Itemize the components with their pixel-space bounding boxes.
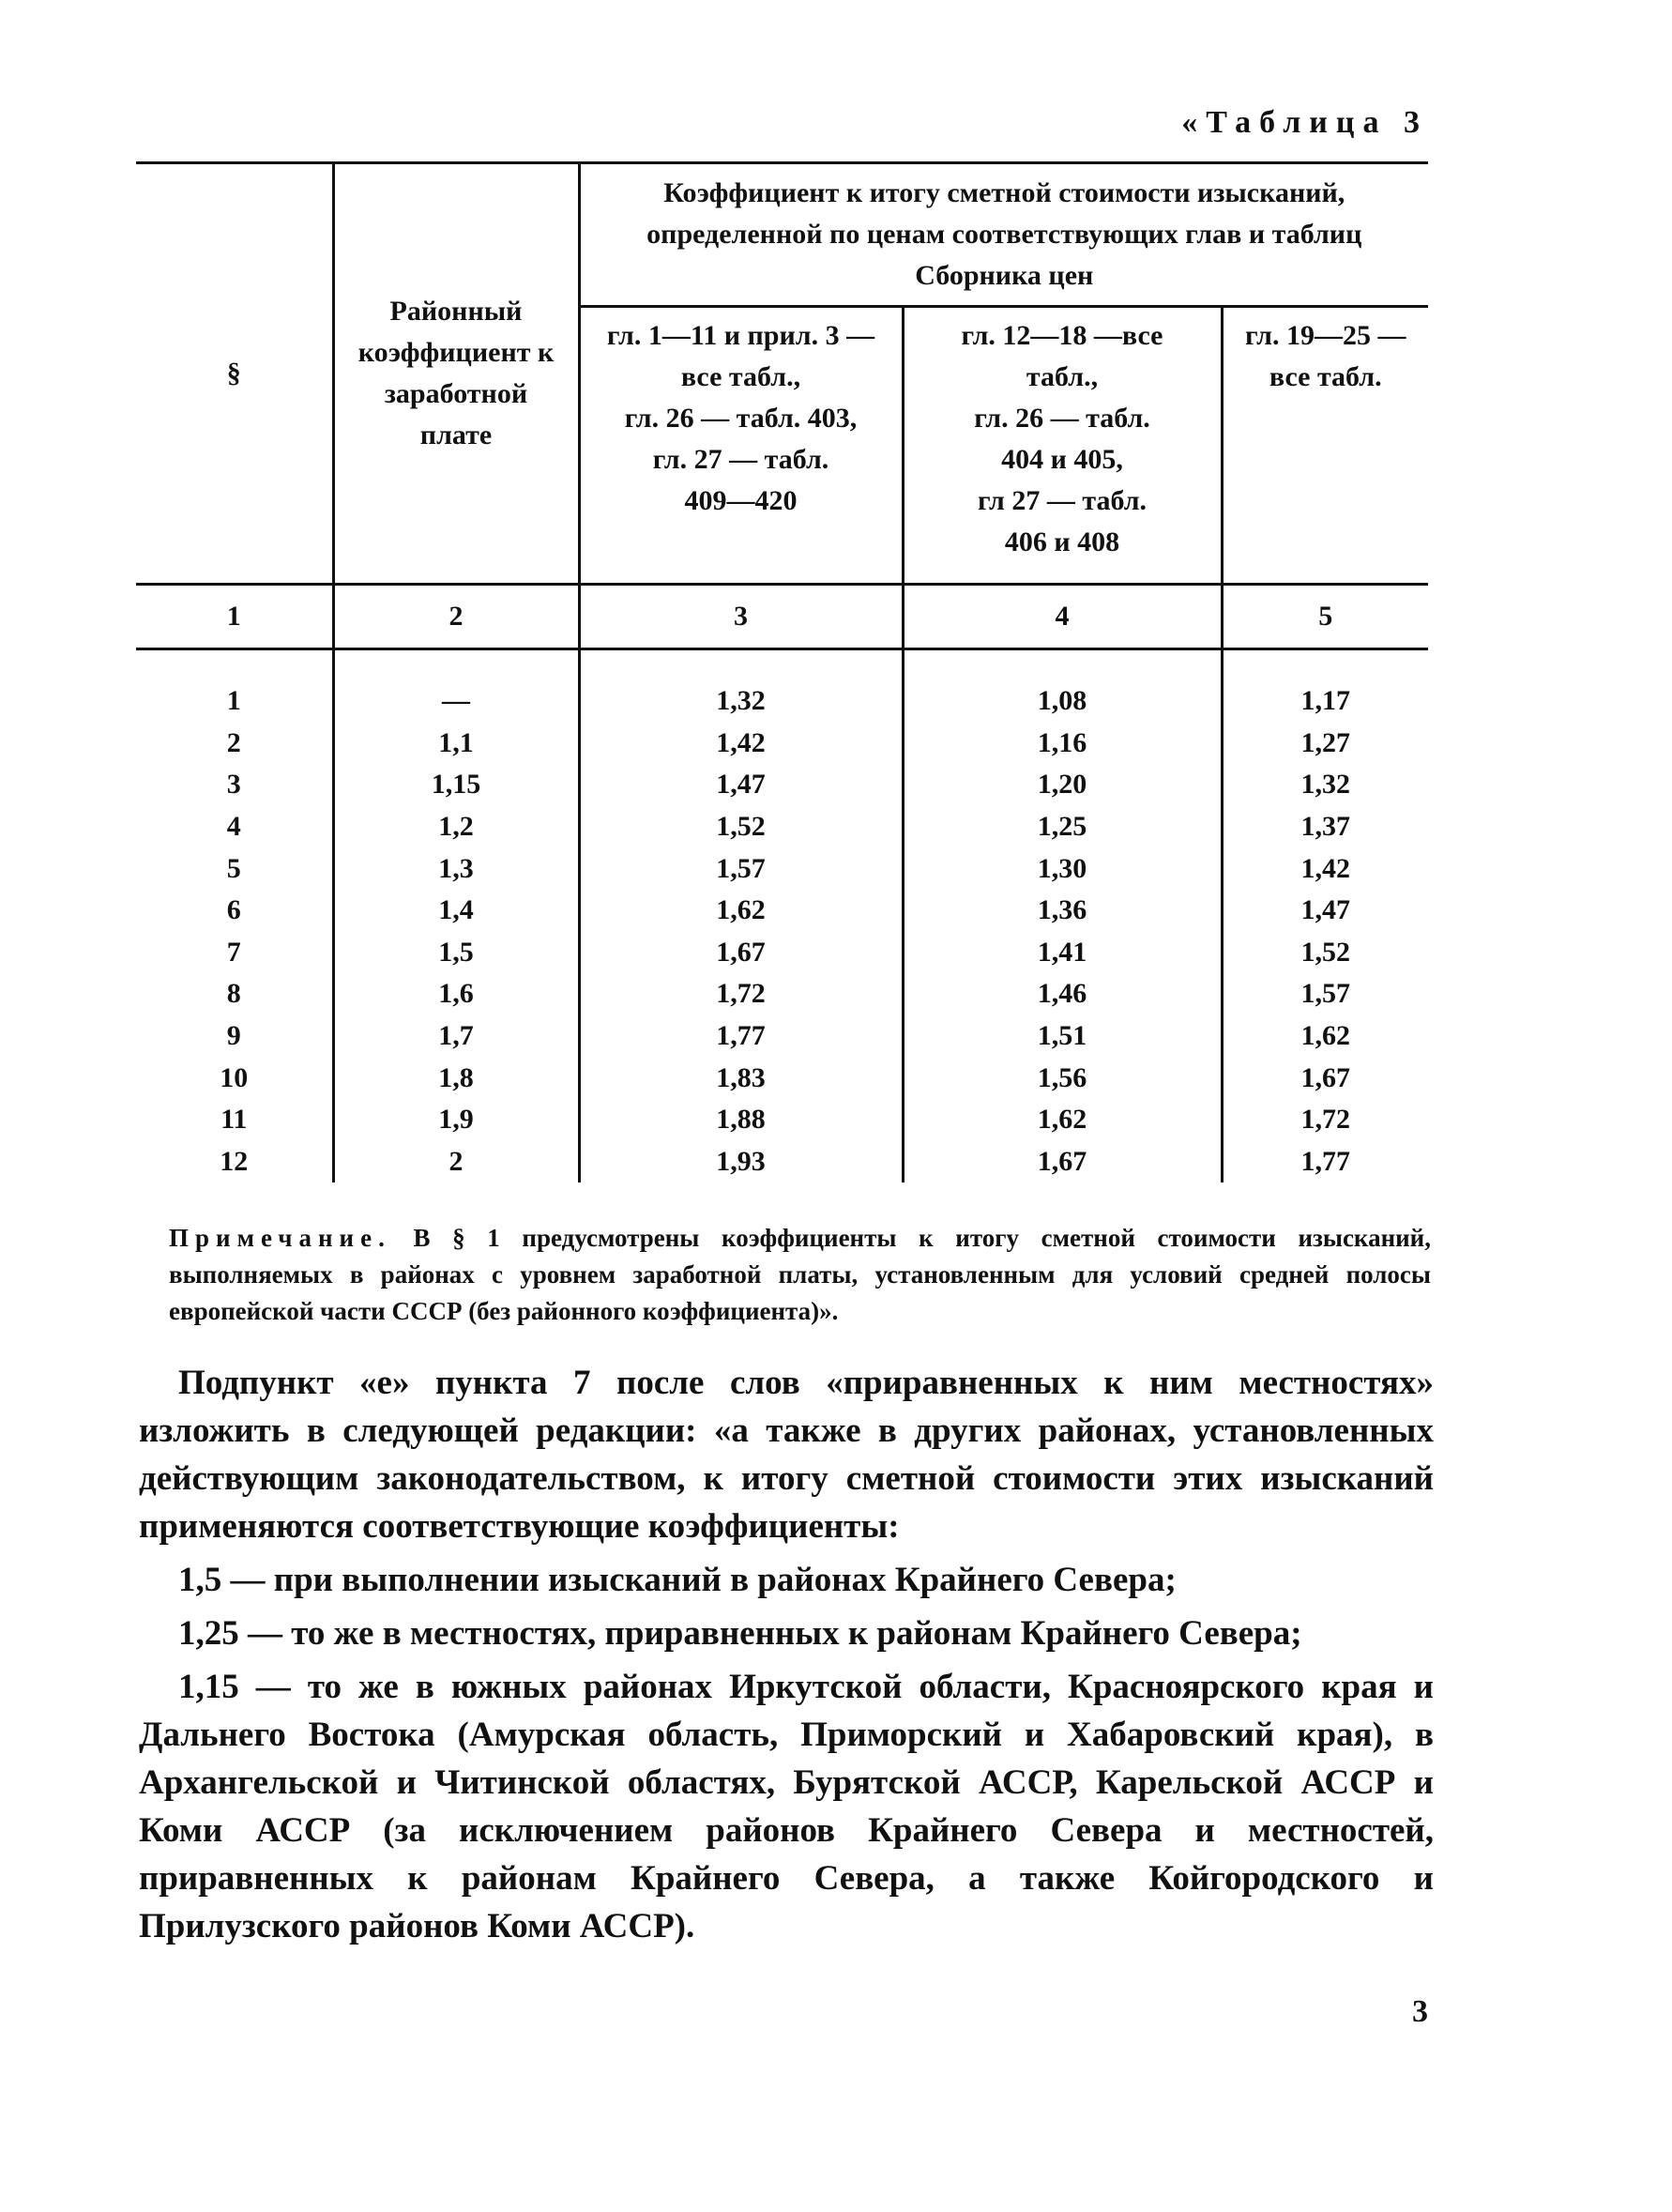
table-row	[136, 890, 1428, 932]
table-cell: 1,5	[333, 932, 579, 974]
table-cell: 11	[220, 1104, 248, 1136]
table-cell: 1,56	[903, 1057, 1222, 1099]
table-cell: 1,57	[1222, 973, 1428, 1015]
header-sub-3-line: гл. 19—25 —	[1245, 320, 1406, 351]
table-row	[136, 847, 1428, 890]
coefficient-item: 1,15 — то же в южных районах Иркутской области, Красноярского края и Дальнего Востока (Амурская область, Приморский и Хабаровский края), в Архангельской и Читинской областях, Бурятской АССР, Карельской АССР и Коми АССР (за исключением районов Крайнего Севера и местностей, приравненных к районам Крайнего Севера, а также Койгородского и Прилузского районов Коми АССР).	[139, 1668, 1434, 1945]
table-cell: 1,3	[333, 847, 579, 890]
coefficient-table	[136, 161, 1428, 1182]
table-cell: 1,27	[1222, 723, 1428, 765]
header-sub-2	[903, 307, 1222, 585]
header-sub-1-line: гл. 1—11 и прил. 3 —	[606, 320, 875, 351]
table-cell: 2	[333, 1141, 579, 1183]
table-cell: 1,62	[579, 890, 903, 932]
coefficient-item: 1,25 — то же в местностях, приравненных к районам Крайнего Севера;	[178, 1614, 1302, 1653]
table-cell: 1,37	[1222, 806, 1428, 848]
table-cell: 1,8	[333, 1057, 579, 1099]
table-cell: 1,25	[903, 806, 1222, 848]
table-row	[136, 764, 1428, 806]
table-cell: 1,7	[333, 1015, 579, 1058]
table-cell: 1,52	[1222, 932, 1428, 974]
table-cell: 1,41	[903, 932, 1222, 974]
table-body	[136, 680, 1428, 1182]
table-cell: 1,36	[903, 890, 1222, 932]
column-number: 5	[1222, 585, 1428, 649]
table-cell: 1,67	[903, 1141, 1222, 1183]
table-cell: 1,17	[1222, 680, 1428, 723]
table-cell: 12	[220, 1145, 249, 1177]
header-sub-3-line: все табл.	[1269, 361, 1382, 392]
table-row	[136, 680, 1428, 723]
table-cell: 1,93	[579, 1141, 903, 1183]
table-cell: 1	[226, 685, 241, 717]
table-cell: 6	[226, 894, 241, 926]
header-sub-1-line: все табл.,	[680, 361, 801, 392]
header-sub-1-line: гл. 27 — табл.	[652, 444, 829, 475]
table-row	[136, 1099, 1428, 1141]
table-cell: 1,67	[1222, 1057, 1428, 1099]
table-cell: 1,2	[333, 806, 579, 848]
page-number: 3	[1412, 1994, 1428, 2029]
table-cell: 1,77	[579, 1015, 903, 1058]
table-row	[136, 932, 1428, 974]
table-caption: «Таблица 3	[1181, 105, 1428, 140]
header-group-coefficient: Коэффициент к итогу сметной стоимости изысканий, определенной по ценам соответствующих глав и таблиц Сборника цен	[579, 163, 1428, 307]
table-cell: 1,51	[903, 1015, 1222, 1058]
table-cell: 1,62	[1222, 1015, 1428, 1058]
table-row	[136, 1057, 1428, 1099]
table-cell: 1,72	[1222, 1099, 1428, 1141]
amendment-paragraph: Подпункт «е» пункта 7 после слов «приравненных к ним местностях» изложить в следующей редакции: «а также в других районах, установленных действующим законодательством, к итогу сметной стоимости этих изысканий применяются соответствующие коэффициенты:	[139, 1364, 1434, 1546]
header-sub-2-line: 406 и 408	[1004, 526, 1120, 557]
header-sub-2-line: 404 и 405,	[1001, 444, 1123, 475]
table-cell: 1,15	[333, 764, 579, 806]
header-sub-2-line: гл 27 — табл.	[977, 485, 1148, 516]
table-cell: 1,83	[579, 1057, 903, 1099]
column-number: 4	[903, 585, 1222, 649]
header-sub-3	[1222, 307, 1428, 585]
table-row	[136, 1141, 1428, 1183]
table-cell: 1,42	[1222, 847, 1428, 890]
table-row	[136, 1015, 1428, 1058]
header-sub-2-line: гл. 26 — табл.	[974, 403, 1150, 434]
table-cell: 1,72	[579, 973, 903, 1015]
note-label: Примечание.	[169, 1224, 391, 1252]
table-note	[169, 1220, 1431, 1330]
header-district-coefficient-text: Районный коэффициент к заработной плате	[357, 296, 555, 450]
header-paragraph: §	[136, 163, 333, 585]
table-cell: 1,6	[333, 973, 579, 1015]
table-cell: 1,32	[579, 680, 903, 723]
table-cell: 1,9	[333, 1099, 579, 1141]
table-cell: 1,16	[903, 723, 1222, 765]
column-number: 2	[333, 585, 579, 649]
table-cell: 1,57	[579, 847, 903, 890]
table-cell: 2	[226, 726, 241, 758]
body-text	[139, 1359, 1434, 1950]
table-cell: 1,46	[903, 973, 1222, 1015]
table-cell: 8	[226, 978, 241, 1010]
table-cell: 7	[226, 936, 241, 968]
table-cell: 1,4	[333, 890, 579, 932]
header-sub-1-line: 409—420	[684, 485, 798, 516]
header-sub-2-line: гл. 12—18 —все	[961, 320, 1163, 351]
table-cell: 1,47	[1222, 890, 1428, 932]
header-district-coefficient	[333, 163, 579, 585]
table-cell: 9	[226, 1020, 241, 1052]
table-cell: 1,52	[579, 806, 903, 848]
table-row	[136, 806, 1428, 848]
table-spacer	[136, 649, 1428, 681]
table-cell: 1,30	[903, 847, 1222, 890]
table-cell: 10	[220, 1061, 249, 1093]
table-cell: 1,47	[579, 764, 903, 806]
table-cell: 3	[226, 769, 241, 801]
table-cell: 1,32	[1222, 764, 1428, 806]
column-number: 1	[136, 585, 333, 649]
header-sub-1	[579, 307, 903, 585]
table-row	[136, 973, 1428, 1015]
header-sub-1-line: гл. 26 — табл. 403,	[624, 403, 858, 434]
table-cell: 1,1	[333, 723, 579, 765]
table-cell: 1,08	[903, 680, 1222, 723]
table-cell: 1,77	[1222, 1141, 1428, 1183]
column-number-row	[136, 585, 1428, 649]
table-cell: —	[333, 680, 579, 723]
table-cell: 1,42	[579, 723, 903, 765]
table-cell: 1,62	[903, 1099, 1222, 1141]
table-cell: 1,20	[903, 764, 1222, 806]
coefficient-item: 1,5 — при выполнении изысканий в районах Крайнего Севера;	[178, 1561, 1177, 1599]
table-cell: 1,88	[579, 1099, 903, 1141]
table-cell: 4	[226, 811, 241, 843]
note-text: В § 1 предусмотрены коэффициенты к итогу сметной стоимости изысканий, выполняемых в районах с уровнем заработной платы, установленным для условий средней полосы европейской части СССР (без районного коэффициента)».	[169, 1224, 1431, 1325]
header-sub-2-line: табл.,	[1026, 361, 1099, 392]
table-row	[136, 723, 1428, 765]
table-cell: 5	[226, 852, 241, 884]
table-cell: 1,67	[579, 932, 903, 974]
column-number: 3	[579, 585, 903, 649]
